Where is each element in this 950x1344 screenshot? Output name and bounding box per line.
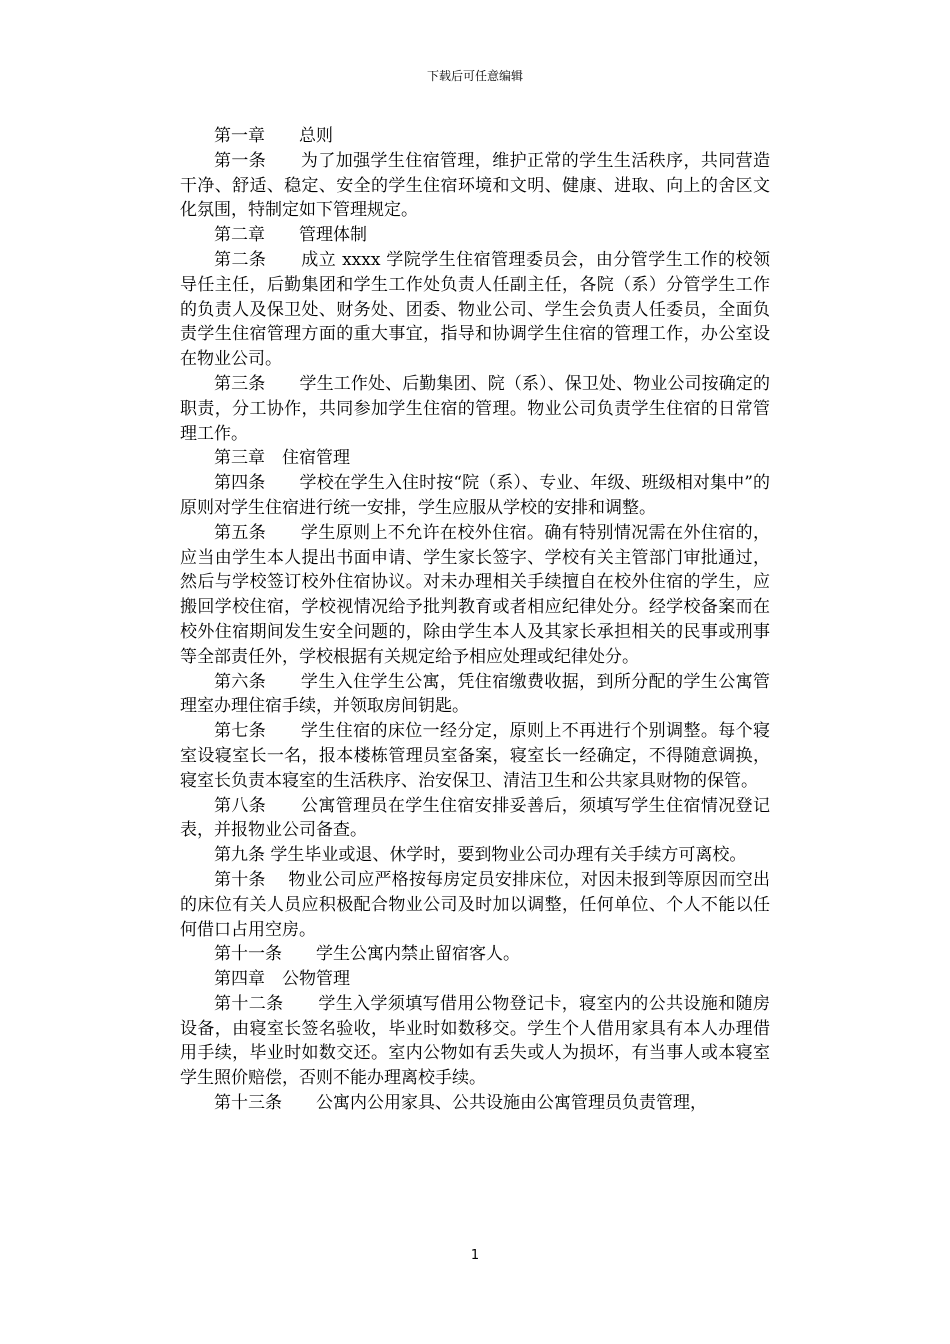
article-paragraph: 第七条 学生住宿的床位一经分定，原则上不再进行个别调整。每个寝室设寝室长一名，报本楼栋管理员室备案，寝室长一经确定，不得随意调换，寝室长负责本寝室的生活秩序、治安保卫、清洁卫生和公共家具财物的保管。: [180, 721, 770, 791]
article-paragraph: 第五条 学生原则上不允许在校外住宿。确有特别情况需在外住宿的，应当由学生本人提出书面申请、学生家长签字、学校有关主管部门审批通过，然后与学校签订校外住宿协议。对未办理相关手续擅自在校外住宿的学生，应搬回学校住宿，学校视情况给予批判教育或者相应纪律处分。经学校备案而在校外住宿期间发生安全问题的，除由学生本人及其家长承担相关的民事或刑事等全部责任外，学校根据有关规定给予相应处理或纪律处分。: [180, 522, 770, 667]
article-paragraph: 第十三条 公寓内公用家具、公共设施由公寓管理员负责管理，: [214, 1093, 707, 1114]
chapter-heading: 第三章 住宿管理: [214, 448, 350, 469]
article-paragraph: 第十条 物业公司应严格按每房定员安排床位，对因未报到等原因而空出的床位有关人员应积极配合物业公司及时加以调整，任何单位、个人不能以任何借口占用空房。: [180, 869, 770, 940]
chapter-heading: 第一章 总则: [214, 126, 333, 146]
article-paragraph: 第十一条 学生公寓内禁止留宿客人。: [214, 944, 520, 965]
article-paragraph: 第十二条 学生入学须填写借用公物登记卡，寝室内的公共设施和随房设备，由寝室长签名验收，毕业时如数移交。学生个人借用家具有本人办理借用手续，毕业时如数交还。室内公物如有丢失或人为损坏，有当事人或本寝室学生照价赔偿，否则不能办理离校手续。: [180, 993, 770, 1089]
article-paragraph: 第九条 学生毕业或退、休学时，要到物业公司办理有关手续方可离校。: [214, 845, 747, 866]
chapter-heading: 第二章 管理体制: [214, 225, 367, 246]
article-paragraph: 第一条 为了加强学生住宿管理，维护正常的学生生活秩序，共同营造干净、舒适、稳定、安全的学生住宿环境和文明、健康、进取、向上的舍区文化氛围，特制定如下管理规定。: [180, 150, 770, 221]
article-paragraph: 第八条 公寓管理员在学生住宿安排妥善后，须填写学生住宿情况登记表，并报物业公司备查。: [180, 795, 770, 841]
chapter-heading: 第四章 公物管理: [214, 969, 350, 990]
document-body: [180, 124, 770, 1116]
page-header: 下载后可任意编辑: [426, 69, 523, 83]
article-paragraph: 第六条 学生入住学生公寓，凭住宿缴费收据，到所分配的学生公寓管理室办理住宿手续，并领取房间钥匙。: [180, 671, 770, 717]
article-paragraph: 第三条 学生工作处、后勤集团、院（系）、保卫处、物业公司按确定的职责，分工协作，共同参加学生住宿的管理。物业公司负责学生住宿的日常管理工作。: [180, 373, 770, 444]
page-number: 1: [470, 1248, 480, 1263]
article-paragraph: 第二条 成立 xxxx 学院学生住宿管理委员会，由分管学生工作的校领导任主任，后勤集团和学生工作处负责人任副主任，各院（系）分管学生工作的负责人及保卫处、财务处、团委、物业公司、学生会负责人任委员，全面负责学生住宿管理方面的重大事宜，指导和协调学生住宿的管理工作，办公室设在物业公司。: [180, 249, 770, 370]
article-paragraph: 第四条 学校在学生入住时按“院（系）、专业、年级、班级相对集中”的原则对学生住宿进行统一安排，学生应服从学校的安排和调整。: [180, 473, 770, 518]
